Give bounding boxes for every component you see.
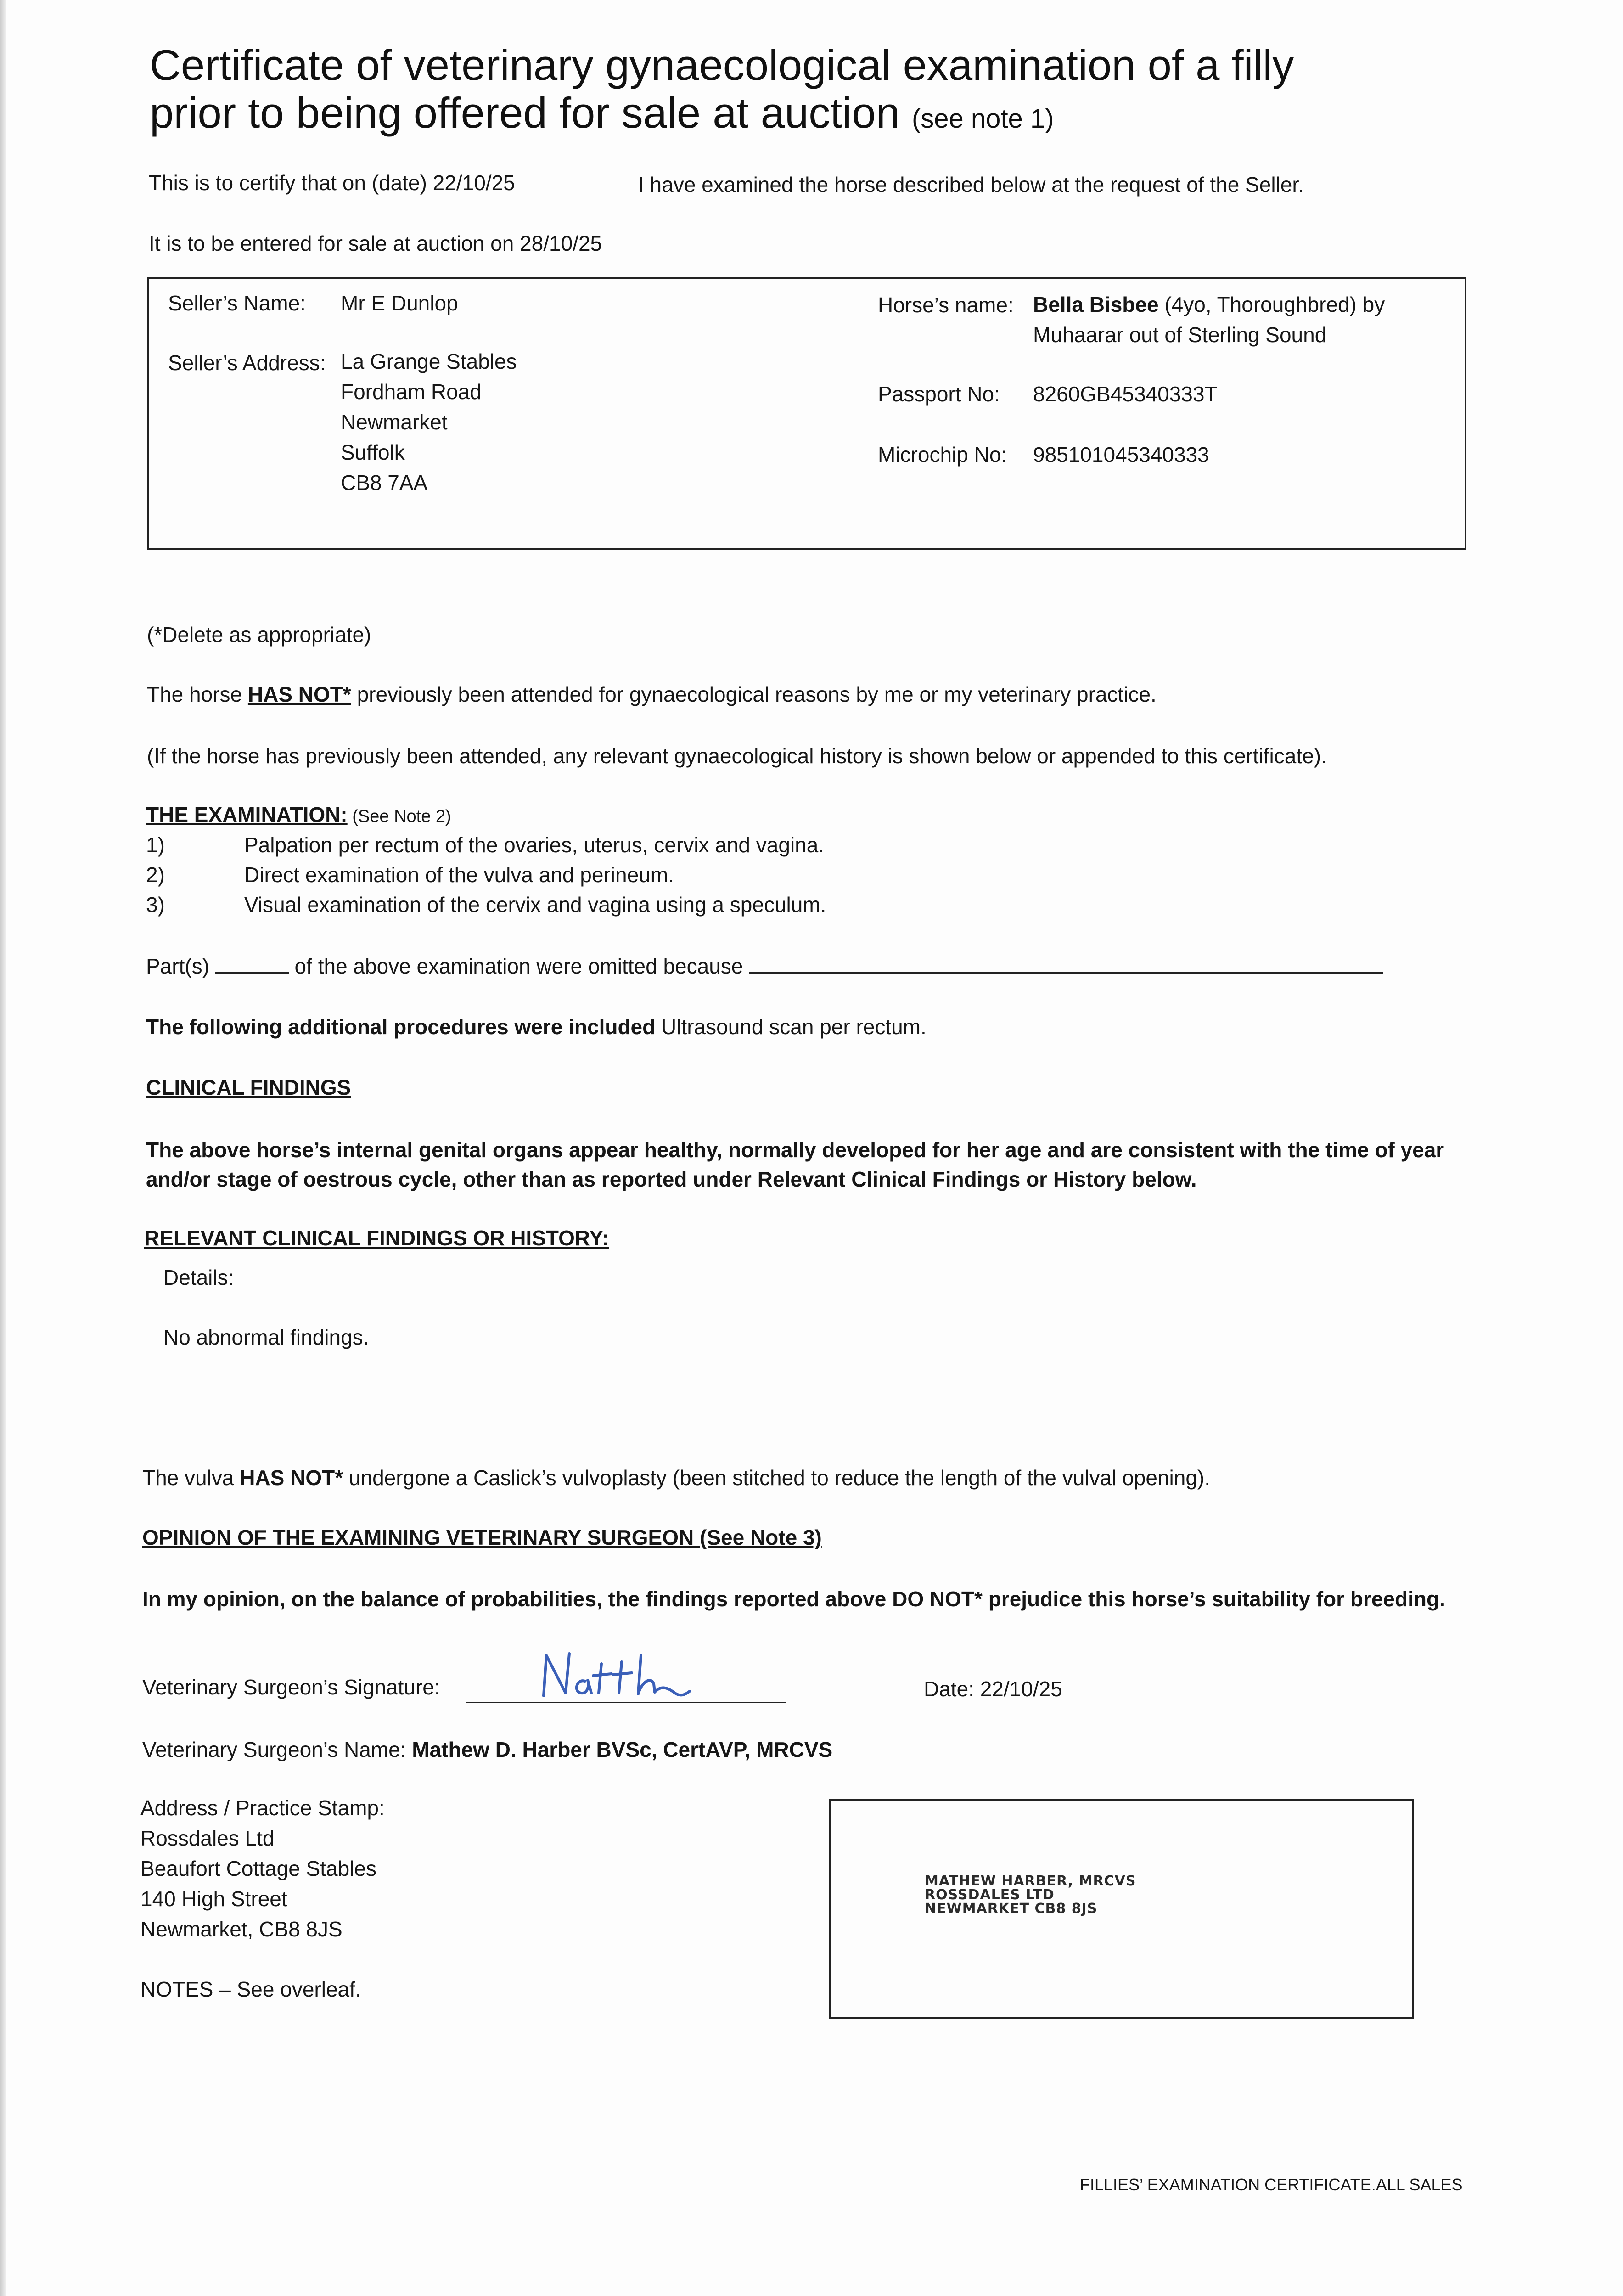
- certify-request-line: I have examined the horse described below at the request of the Seller.: [638, 173, 1304, 197]
- has-not-flag: HAS NOT*: [247, 682, 351, 706]
- seller-address-line: Suffolk: [341, 440, 405, 464]
- examination-item: 1) Palpation per rectum of the ovaries, uterus, cervix and vagina.: [146, 833, 825, 857]
- practice-address-line: Rossdales Ltd: [140, 1826, 275, 1850]
- opinion-statement: In my opinion, on the balance of probabilities, the findings reported above DO NOT* prejudice this horse’s suitability for breeding.: [142, 1587, 1445, 1611]
- seller-address-line: Fordham Road: [341, 380, 482, 404]
- clinical-findings-heading: CLINICAL FINDINGS: [146, 1075, 351, 1099]
- seller-name-label: Seller’s Name:: [168, 291, 306, 315]
- signature-label: Veterinary Surgeon’s Signature:: [142, 1675, 440, 1699]
- clinical-findings-statement: The above horse’s internal genital organs appear healthy, normally developed for her age and are consistent with the time of year and/or stage of oestrous cycle, other than as reported under Relevant Clinical Findings or History below.: [146, 1138, 1444, 1191]
- additional-procedures-line: The following additional procedures were included Ultrasound scan per rectum.: [146, 1015, 927, 1039]
- stamp-line: NEWMARKET CB8 8JS: [925, 1901, 1098, 1917]
- omitted-parts-blank[interactable]: [215, 954, 289, 974]
- omitted-parts-line: Part(s) of the above examination were omitted because: [146, 951, 1383, 981]
- previous-attendance-statement: The horse HAS NOT* previously been attended for gynaecological reasons by me or my veterinary practice.: [147, 682, 1157, 706]
- stamp-line: MATHEW HARBER, MRCVS: [925, 1873, 1136, 1889]
- seller-address-line: CB8 7AA: [341, 471, 428, 495]
- seller-address-line: Newmarket: [341, 410, 448, 434]
- signature-date: Date: 22/10/25: [924, 1677, 1062, 1701]
- practice-address-label: Address / Practice Stamp:: [140, 1796, 385, 1820]
- caslick-statement: The vulva HAS NOT* undergone a Caslick’s vulvoplasty (been stitched to reduce the length of the vulval opening).: [142, 1466, 1210, 1490]
- handwritten-signature: [537, 1642, 693, 1711]
- title-note: (see note 1): [911, 104, 1054, 134]
- seller-address-line: La Grange Stables: [341, 349, 517, 373]
- details-value: No abnormal findings.: [163, 1325, 369, 1349]
- examination-item: 2) Direct examination of the vulva and perineum.: [146, 863, 674, 887]
- practice-address-line: Newmarket, CB8 8JS: [140, 1917, 343, 1941]
- seller-name-value: Mr E Dunlop: [341, 291, 458, 315]
- title-line-2: prior to being offered for sale at auction (see note 1): [150, 89, 1054, 137]
- examination-list: [146, 830, 826, 920]
- surgeon-name: Mathew D. Harber BVSc, CertAVP, MRCVS: [412, 1738, 833, 1761]
- microchip-value: 985101045340333: [1033, 443, 1209, 467]
- certificate-title: [150, 41, 1527, 143]
- opinion-heading: OPINION OF THE EXAMINING VETERINARY SURGEON (See Note 3): [142, 1525, 822, 1549]
- stamp-line: ROSSDALES LTD: [925, 1887, 1055, 1903]
- caslick-has-not-flag: HAS NOT*: [240, 1466, 343, 1490]
- title-line-1: Certificate of veterinary gynaecological examination of a filly: [150, 41, 1294, 89]
- seller-address: [341, 346, 517, 498]
- horse-name-label: Horse’s name:: [878, 293, 1014, 317]
- relevant-findings-heading: RELEVANT CLINICAL FINDINGS OR HISTORY:: [144, 1226, 609, 1250]
- seller-address-label: Seller’s Address:: [168, 351, 326, 375]
- horse-name: Bella Bisbee: [1033, 293, 1159, 316]
- microchip-label: Microchip No:: [878, 443, 1007, 467]
- passport-label: Passport No:: [878, 382, 1000, 406]
- practice-stamp: [925, 1874, 1246, 1916]
- surgeon-name-line: Veterinary Surgeon’s Name: Mathew D. Harber BVSc, CertAVP, MRCVS: [142, 1738, 833, 1761]
- details-label: Details:: [163, 1266, 234, 1289]
- horse-breeding: Muhaarar out of Sterling Sound: [1033, 323, 1327, 347]
- scan-edge-shadow: [0, 0, 6, 2296]
- examination-item: 3) Visual examination of the cervix and vagina using a speculum.: [146, 893, 826, 917]
- notes-line: NOTES – See overleaf.: [140, 1977, 361, 2001]
- passport-value: 8260GB45340333T: [1033, 382, 1218, 406]
- footer-form-id: FILLIES’ EXAMINATION CERTIFICATE.ALL SALES: [1080, 2175, 1463, 2194]
- omitted-reason-blank[interactable]: [749, 954, 1383, 974]
- certify-date-line: This is to certify that on (date) 22/10/25: [149, 171, 515, 195]
- practice-address-line: 140 High Street: [140, 1887, 287, 1911]
- horse-name-block: [1033, 289, 1385, 350]
- practice-address: [140, 1793, 385, 1944]
- auction-date-line: It is to be entered for sale at auction on 28/10/25: [149, 231, 602, 255]
- history-note: (If the horse has previously been attended, any relevant gynaecological history is shown below or appended to this certificate).: [147, 744, 1327, 768]
- horse-age-breed: (4yo, Thoroughbred) by: [1158, 293, 1385, 316]
- practice-address-line: Beaufort Cottage Stables: [140, 1857, 376, 1880]
- delete-note: (*Delete as appropriate): [147, 623, 371, 647]
- examination-heading: THE EXAMINATION: (See Note 2): [146, 803, 451, 827]
